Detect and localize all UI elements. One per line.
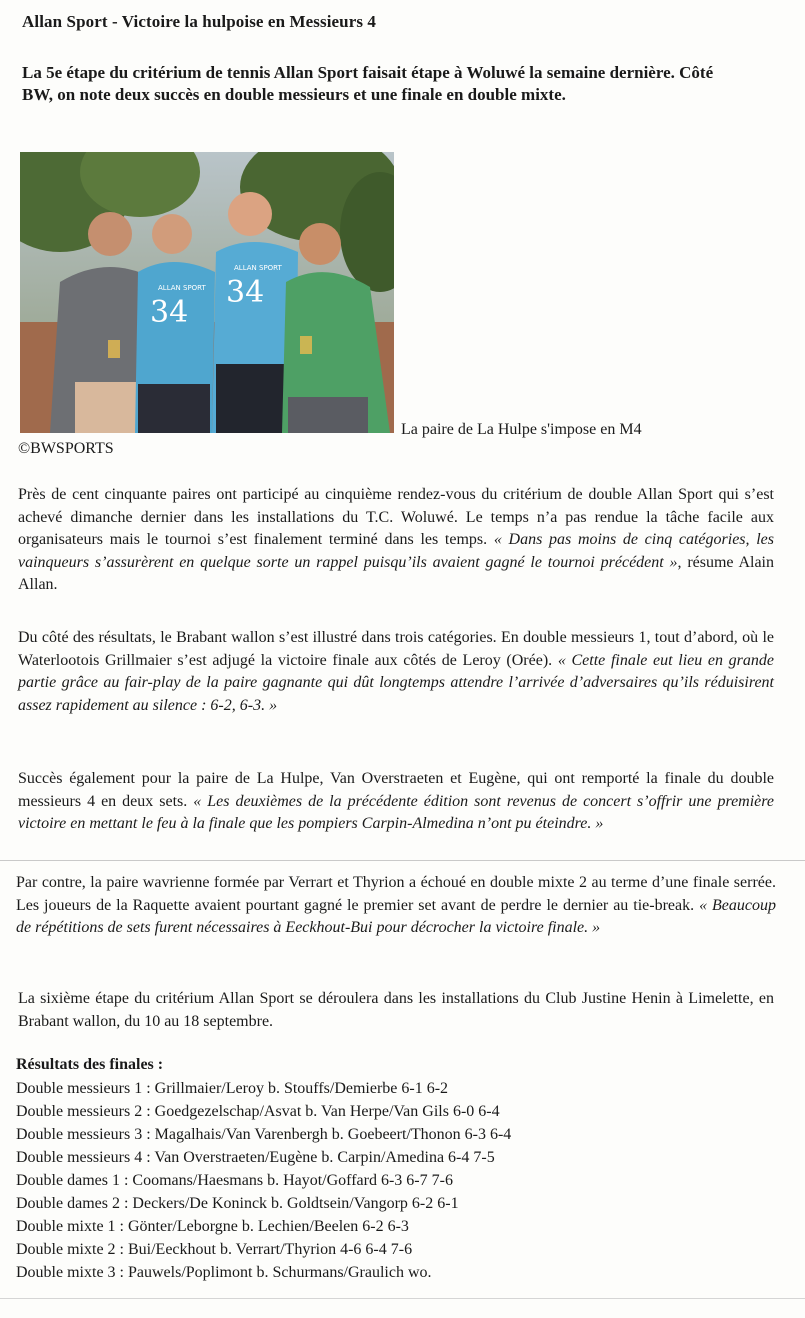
paragraph-2-text: Du côté des résultats, le Brabant wallon s’est illustré dans trois catégories. En double messieurs 1, tout d’abord, où le Waterlootois Grillmaier s’est adjugé la victoire finale aux côtés de Leroy (Orée).: [18, 629, 774, 669]
paragraph-4-quote: « Beaucoup de répétitions de sets furent nécessaires à Eeckhout-Bui pour décrocher la victoire finale. »: [16, 896, 777, 936]
page-bottom-edge: [0, 1298, 805, 1299]
photo-caption: La paire de La Hulpe s'impose en M4: [401, 421, 642, 438]
result-item: Double messieurs 3 : Magalhais/Van Varenbergh b. Goebeert/Thonon 6-3 6-4: [16, 1126, 512, 1143]
paragraph-1-quote: « Dans pas moins de cinq catégories, les vainqueurs s’assurèrent en quelque sorte un rappel puisqu’ils avaient gagné le tournoi précédent »: [18, 531, 775, 571]
paragraph-3-text: Succès également pour la paire de La Hulpe, Van Overstraeten et Eugène, qui ont remporté la finale du double messieurs 4 en deux sets.: [18, 770, 774, 810]
paragraph-3-quote: « Les deuxièmes de la précédente édition sont revenus de concert s’offrir une première victoire en mettant le feu à la finale que les pompiers Carpin-Almedina n’ont pu éteindre. »: [18, 792, 775, 832]
shirt-text-right: ALLAN SPORT: [234, 264, 282, 272]
paragraph-1-after: , résume Alain Allan.: [18, 553, 774, 593]
paragraph-3: [18, 768, 774, 836]
shirt-number-left: 34: [150, 295, 189, 330]
result-item: Double messieurs 2 : Goedgezelschap/Asvat b. Van Herpe/Van Gils 6-0 6-4: [16, 1103, 500, 1120]
result-item: Double messieurs 1 : Grillmaier/Leroy b. Stouffs/Demierbe 6-1 6-2: [16, 1080, 449, 1097]
result-item: Double mixte 1 : Gönter/Leborgne b. Lechien/Beelen 6-2 6-3: [16, 1218, 409, 1235]
shirt-number-right: 34: [226, 275, 265, 310]
paragraph-5-text: La sixième étape du critérium Allan Sport se déroulera dans les installations du Club Justine Henin à Limelette, en Brabant wallon, du 10 au 18 septembre.: [18, 990, 774, 1030]
page-divider: [0, 860, 805, 861]
result-item: Double mixte 2 : Bui/Eeckhout b. Verrart/Thyrion 4-6 6-4 7-6: [16, 1241, 413, 1258]
results-heading: Résultats des finales :: [16, 1056, 164, 1073]
result-item: Double messieurs 4 : Van Overstraeten/Eugène b. Carpin/Amedina 6-4 7-5: [16, 1149, 495, 1166]
article-lead: La 5e étape du critérium de tennis Allan Sport faisait étape à Woluwé la semaine dernière. Côté BW, on note deux succès en double messieurs et une finale en double mixte.: [22, 63, 714, 104]
paragraph-2: [18, 627, 774, 717]
paragraph-5: [18, 988, 774, 1033]
paragraph-2-quote: « Cette finale eut lieu en grande partie grâce au fair-play de la paire gagnante qui dût longtemps attendre l’arrivée d’adversaires qu’ils réduisirent assez rapidement au silence : 6-2, 6-3. »: [18, 651, 775, 714]
photo-illustration: [20, 152, 394, 433]
shirt-text-left: ALLAN SPORT: [158, 284, 206, 292]
paragraph-4: [16, 872, 776, 940]
result-item: Double dames 1 : Coomans/Haesmans b. Hayot/Goffard 6-3 6-7 7-6: [16, 1172, 453, 1189]
results-list: [16, 1077, 786, 1284]
result-item: Double dames 2 : Deckers/De Koninck b. Goldtsein/Vangorp 6-2 6-1: [16, 1195, 459, 1212]
photo-credit: ©BWSPORTS: [18, 440, 114, 457]
article-photo: [20, 152, 394, 433]
paragraph-4-text: Par contre, la paire wavrienne formée par Verrart et Thyrion a échoué en double mixte 2 au terme d’une finale serrée. Les joueurs de la Raquette avaient pourtant gagné le premier set avant de perdre le dernier au tie-break.: [16, 874, 776, 914]
article-title: Allan Sport - Victoire la hulpoise en Messieurs 4: [22, 12, 377, 31]
paragraph-1-text: Près de cent cinquante paires ont participé au cinquième rendez-vous du critérium de double Allan Sport qui s’est achevé dimanche dernier dans les installations du T.C. Woluwé. Le temps n’a pas rendue la tâche facile aux organisateurs mais le tournoi s’est finalement terminé dans les temps.: [18, 486, 774, 548]
result-item: Double mixte 3 : Pauwels/Poplimont b. Schurmans/Graulich wo.: [16, 1264, 432, 1281]
paragraph-1: [18, 484, 774, 597]
